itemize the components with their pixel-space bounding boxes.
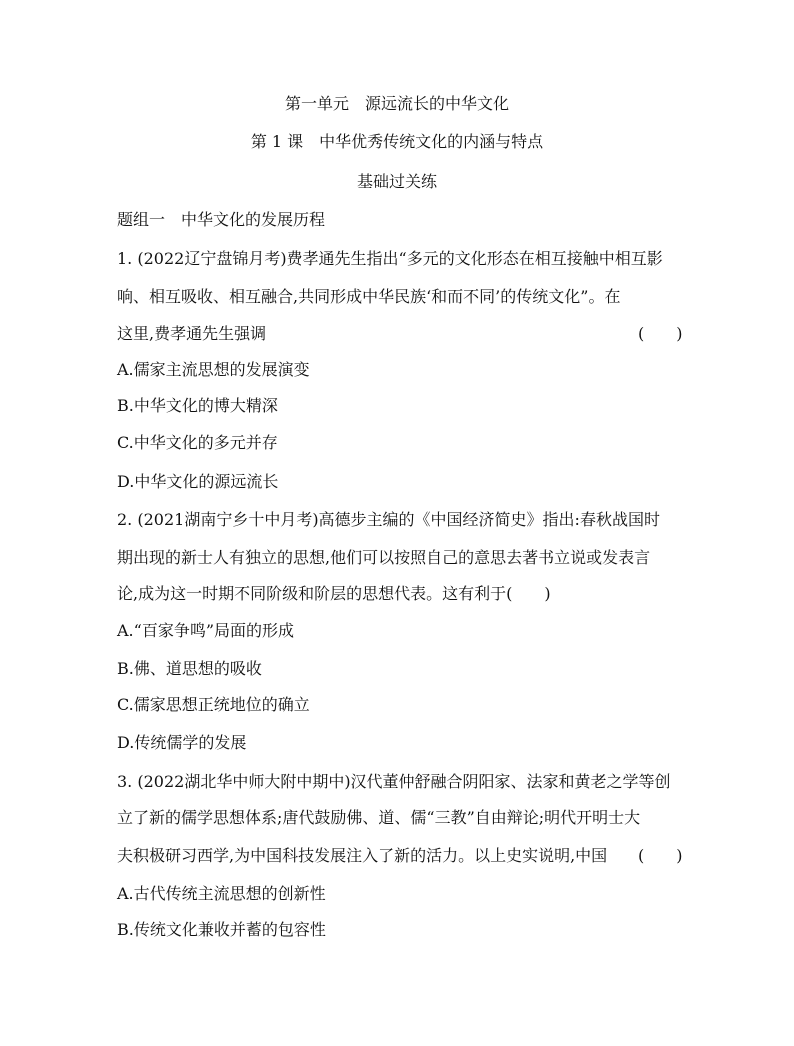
option-b: B.佛、道思想的吸收 [117, 659, 262, 678]
question-line: 夫积极研习西学,为中国科技发展注入了新的活力。以上史实说明,中国 [117, 846, 608, 865]
option-c: C.中华文化的多元并存 [117, 433, 278, 452]
option-b: B.中华文化的博大精深 [117, 396, 278, 415]
option-d: D.传统儒学的发展 [117, 733, 247, 752]
option-c: C.儒家思想正统地位的确立 [117, 695, 310, 714]
answer-blank: ( ) [638, 324, 683, 343]
answer-blank: ( ) [638, 846, 683, 865]
unit-title: 第一单元 源远流长的中华文化 [284, 94, 509, 113]
answer-blank: ( ) [506, 584, 551, 603]
question-line: 这里,费孝通先生强调 [117, 324, 267, 343]
question-line: 2. (2021湖南宁乡十中月考)高德步主编的《中国经济简史》指出:春秋战国时 [117, 510, 660, 529]
question-line: 响、相互吸收、相互融合,共同形成中华民族‘和而不同’的传统文化”。在 [117, 287, 621, 306]
option-a: A.“百家争鸣”局面的形成 [117, 621, 295, 640]
option-a: A.儒家主流思想的发展演变 [117, 360, 310, 379]
section-title: 基础过关练 [356, 172, 437, 191]
question-line: 1. (2022辽宁盘锦月考)费孝通先生指出“多元的文化形态在相互接触中相互影 [117, 249, 663, 268]
option-a: A.古代传统主流思想的创新性 [117, 884, 326, 903]
question-line: 论,成为这一时期不同阶级和阶层的思想代表。这有利于( ) [117, 584, 551, 603]
question-line: 立了新的儒学思想体系;唐代鼓励佛、道、儒“三教”自由辩论;明代开明士大 [117, 808, 641, 827]
question-line: 3. (2022湖北华中师大附中期中)汉代董仲舒融合阴阳家、法家和黄老之学等创 [117, 772, 671, 791]
option-d: D.中华文化的源远流长 [117, 472, 279, 491]
question-line: 期出现的新士人有独立的思想,他们可以按照自己的意思去著书立说或发表言 [117, 548, 651, 567]
group-title: 题组一 中华文化的发展历程 [117, 210, 326, 229]
lesson-title: 第 1 课 中华优秀传统文化的内涵与特点 [250, 132, 544, 151]
option-b: B.传统文化兼收并蓄的包容性 [117, 920, 326, 939]
